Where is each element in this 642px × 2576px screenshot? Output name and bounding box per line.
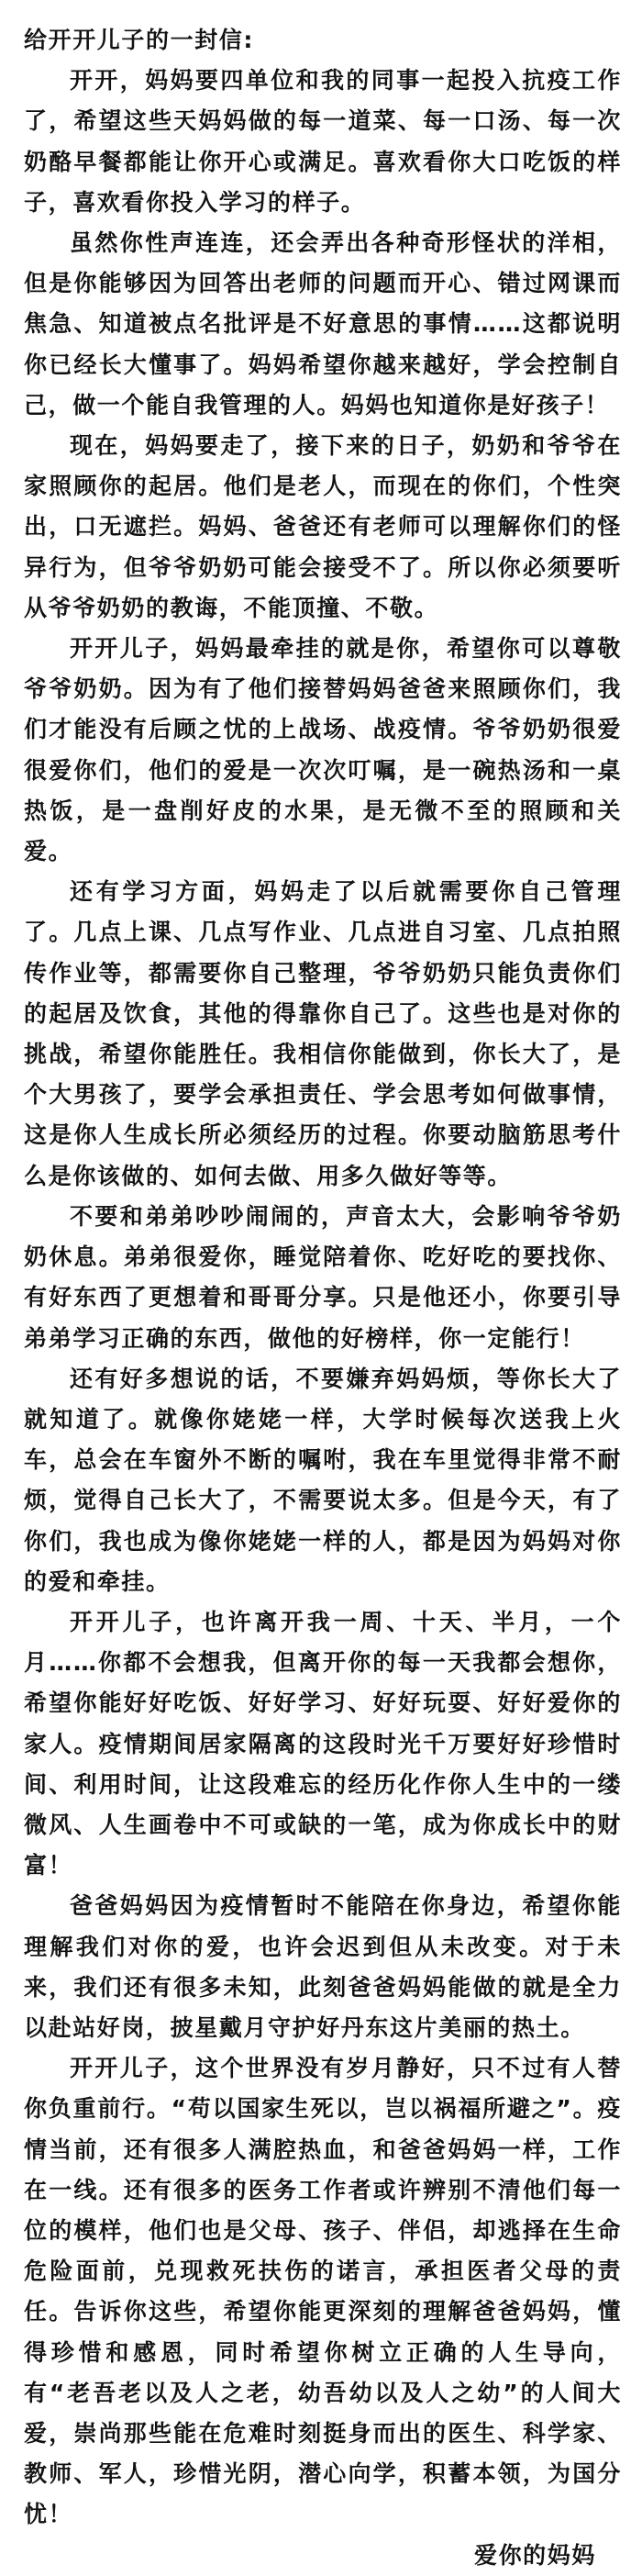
letter-paragraph: 还有好多想说的话，不要嫌弃妈妈烦，等你长大了就知道了。就像你姥姥一样，大学时候每次送我上火车，总会在车窗外不断的嘱咐，我在车里觉得非常不耐烦，觉得自己长大了，不需要说太多。但是今天，有了你们，我也成为像你姥姥一样的人，都是因为妈妈对你的爱和牵挂。 — [24, 1365, 622, 1595]
letter-paragraph: 爸爸妈妈因为疫情暂时不能陪在你身边，希望你能理解我们对你的爱，也许会迟到但从未改变。对于未来，我们还有很多未知，此刻爸爸妈妈能做的就是全力以赴站好岗，披星戴月守护好丹东这片美丽的热土。 — [24, 1892, 622, 2041]
letter-paragraph: 开开儿子，也许离开我一周、十天、半月，一个月……你都不会想我，但离开你的每一天我都会想你，希望你能好好吃饭、好好学习、好好玩耍、好好爱你的家人。疫情期间居家隔离的这段时光千万要好好珍惜时间、利用时间，让这段难忘的经历化作你人生中的一缕微风、人生画卷中不可或缺的一笔，成为你成长中的财富！ — [24, 1608, 622, 1879]
letter-title: 给开开儿子的一封信: — [24, 27, 254, 53]
letter-signature: 爱你的妈妈 — [473, 2541, 596, 2569]
letter-paragraph: 开开，妈妈要四单位和我的同事一起投入抗疫工作了，希望这些天妈妈做的每一道菜、每一口汤、每一次奶酪早餐都能让你开心或满足。喜欢看你大口吃饭的样子，喜欢看你投入学习的样子。 — [24, 67, 622, 216]
letter-paragraph: 还有学习方面，妈妈走了以后就需要你自己管理了。几点上课、几点写作业、几点进自习室、几点拍照传作业等，都需要你自己整理，爷爷奶奶只能负责你们的起居及饮食，其他的得靠你自己了。这些也是对你的挑战，希望你能胜任。我相信你能做到，你长大了，是个大男孩了，要学会承担责任、学会思考如何做事情，这是你人生成长所必须经历的过程。你要动脑筋思考什么是你该做的、如何去做、用多久做好等等。 — [24, 878, 622, 1189]
letter-paragraph: 开开儿子，这个世界没有岁月静好，只不过有人替你负重前行。“苟以国家生死以，岂以祸福所避之”。疫情当前，还有很多人满腔热血，和爸爸妈妈一样，工作在一线。还有很多的医务工作者或许辨别不清他们每一位的模样，他们也是父母、孩子、伴侣，却逃择在生命危险面前，兑现救死扶伤的诺言，承担医者父母的责任。告诉你这些，希望你能更深刻的理解爸爸妈妈，懂得珍惜和感恩，同时希望你树立正确的人生导向，有“老吾老以及人之老，幼吾幼以及人之幼”的人间大爱，崇尚那些能在危难时刻挺身而出的医生、科学家、教师、军人，珍惜光阴，潜心向学，积蓄本领，为国分忧！ — [24, 2055, 622, 2528]
letter-paragraph: 开开儿子，妈妈最牵挂的就是你，希望你可以尊敬爷爷奶奶。因为有了他们接替妈妈爸爸来照顾你们，我们才能没有后顾之忧的上战场、战疫情。爷爷奶奶很爱很爱你们，他们的爱是一次次叮嘱，是一碗热汤和一桌热饭，是一盘削好皮的水果，是无微不至的照顾和关爱。 — [24, 635, 622, 865]
letter-paragraph: 虽然你性声连连，还会弄出各种奇形怪状的洋相，但是你能够因为回答出老师的问题而开心、错过网课而焦急、知道被点名批评是不好意思的事情……这都说明你已经长大懂事了。妈妈希望你越来越好，学会控制自己，做一个能自我管理的人。妈妈也知道你是好孩子！ — [24, 229, 622, 418]
letter-paragraph: 现在，妈妈要走了，接下来的日子，奶奶和爷爷在家照顾你的起居。他们是老人，而现在的你们，个性突出，口无遮拦。妈妈、爸爸还有老师可以理解你们的怪异行为，但爷爷奶奶可能会接受不了。所以你必须要听从爷爷奶奶的教诲，不能顶撞、不敬。 — [24, 432, 622, 621]
letter-paragraph: 不要和弟弟吵吵闹闹的，声音太大，会影响爷爷奶奶休息。弟弟很爱你，睡觉陪着你、吃好吃的要找你、有好东西了更想着和哥哥分享。只是他还小，你要引导弟弟学习正确的东西，做他的好榜样，你一定能行！ — [24, 1202, 622, 1352]
